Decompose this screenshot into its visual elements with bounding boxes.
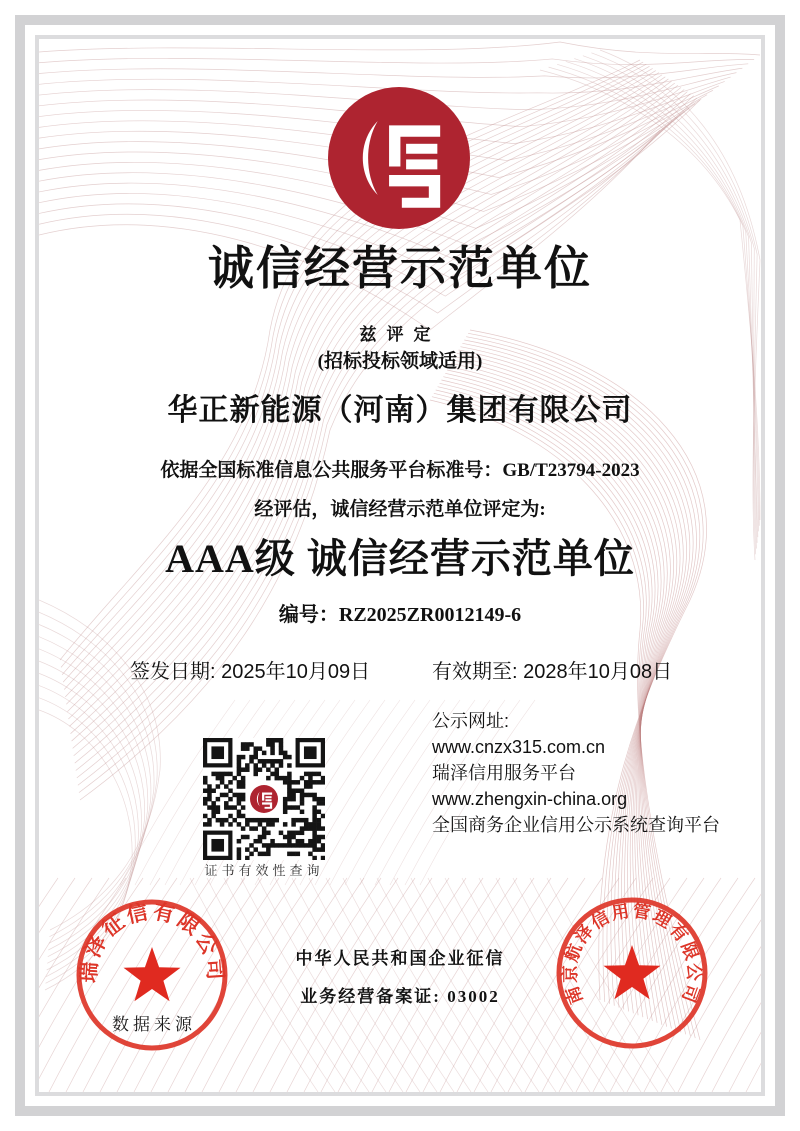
publicity-url-2: www.zhengxin-china.org xyxy=(432,789,628,809)
assessment-line: 经评估，诚信经营示范单位评定为: xyxy=(254,499,546,520)
seal-star-icon xyxy=(124,947,181,1001)
certificate-title: 诚信经营示范单位 xyxy=(208,243,592,294)
credit-xin-logo-icon xyxy=(328,87,470,229)
data-source-label: 数据来源 xyxy=(112,1015,196,1034)
rating-title: AAA级 诚信经营示范单位 xyxy=(165,536,635,581)
qr-caption: 证书有效性查询 xyxy=(204,863,324,878)
footer-credit-line: 中华人民共和国企业征信 xyxy=(295,949,505,968)
hereby-label: 兹评定 xyxy=(359,325,441,344)
valid-until-date: 有效期至: 2028年10月08日 xyxy=(432,661,673,683)
publicity-label: 公示网址: xyxy=(432,711,510,731)
scope-note: (招标投标领域适用) xyxy=(317,351,483,372)
seal-star-icon xyxy=(604,945,661,999)
publicity-platform-2: 全国商务企业信用公示系统查询平台 xyxy=(432,815,720,835)
right-seal-arc-text: 南京航泽信用管理有限公司 xyxy=(559,900,705,1007)
certificate-number: 编号：RZ2025ZR0012149-6 xyxy=(278,604,522,626)
publicity-platform-1: 瑞泽信用服务平台 xyxy=(432,763,576,783)
company-name: 华正新能源（河南）集团有限公司 xyxy=(167,394,633,427)
standard-reference-line: 依据全国标准信息公共服务平台标准号：GB/T23794-2023 xyxy=(160,460,640,481)
publicity-url-1: www.cnzx315.com.cn xyxy=(432,737,606,757)
publicity-url-block xyxy=(432,708,720,838)
footer-license-line: 业务经营备案证: 03002 xyxy=(300,987,500,1006)
issue-date: 签发日期: 2025年10月09日 xyxy=(130,661,371,683)
certificate-qr-code xyxy=(203,738,325,860)
left-seal-arc-text: 瑞泽征信有限公司 xyxy=(76,899,228,984)
right-company-seal xyxy=(554,895,710,1051)
